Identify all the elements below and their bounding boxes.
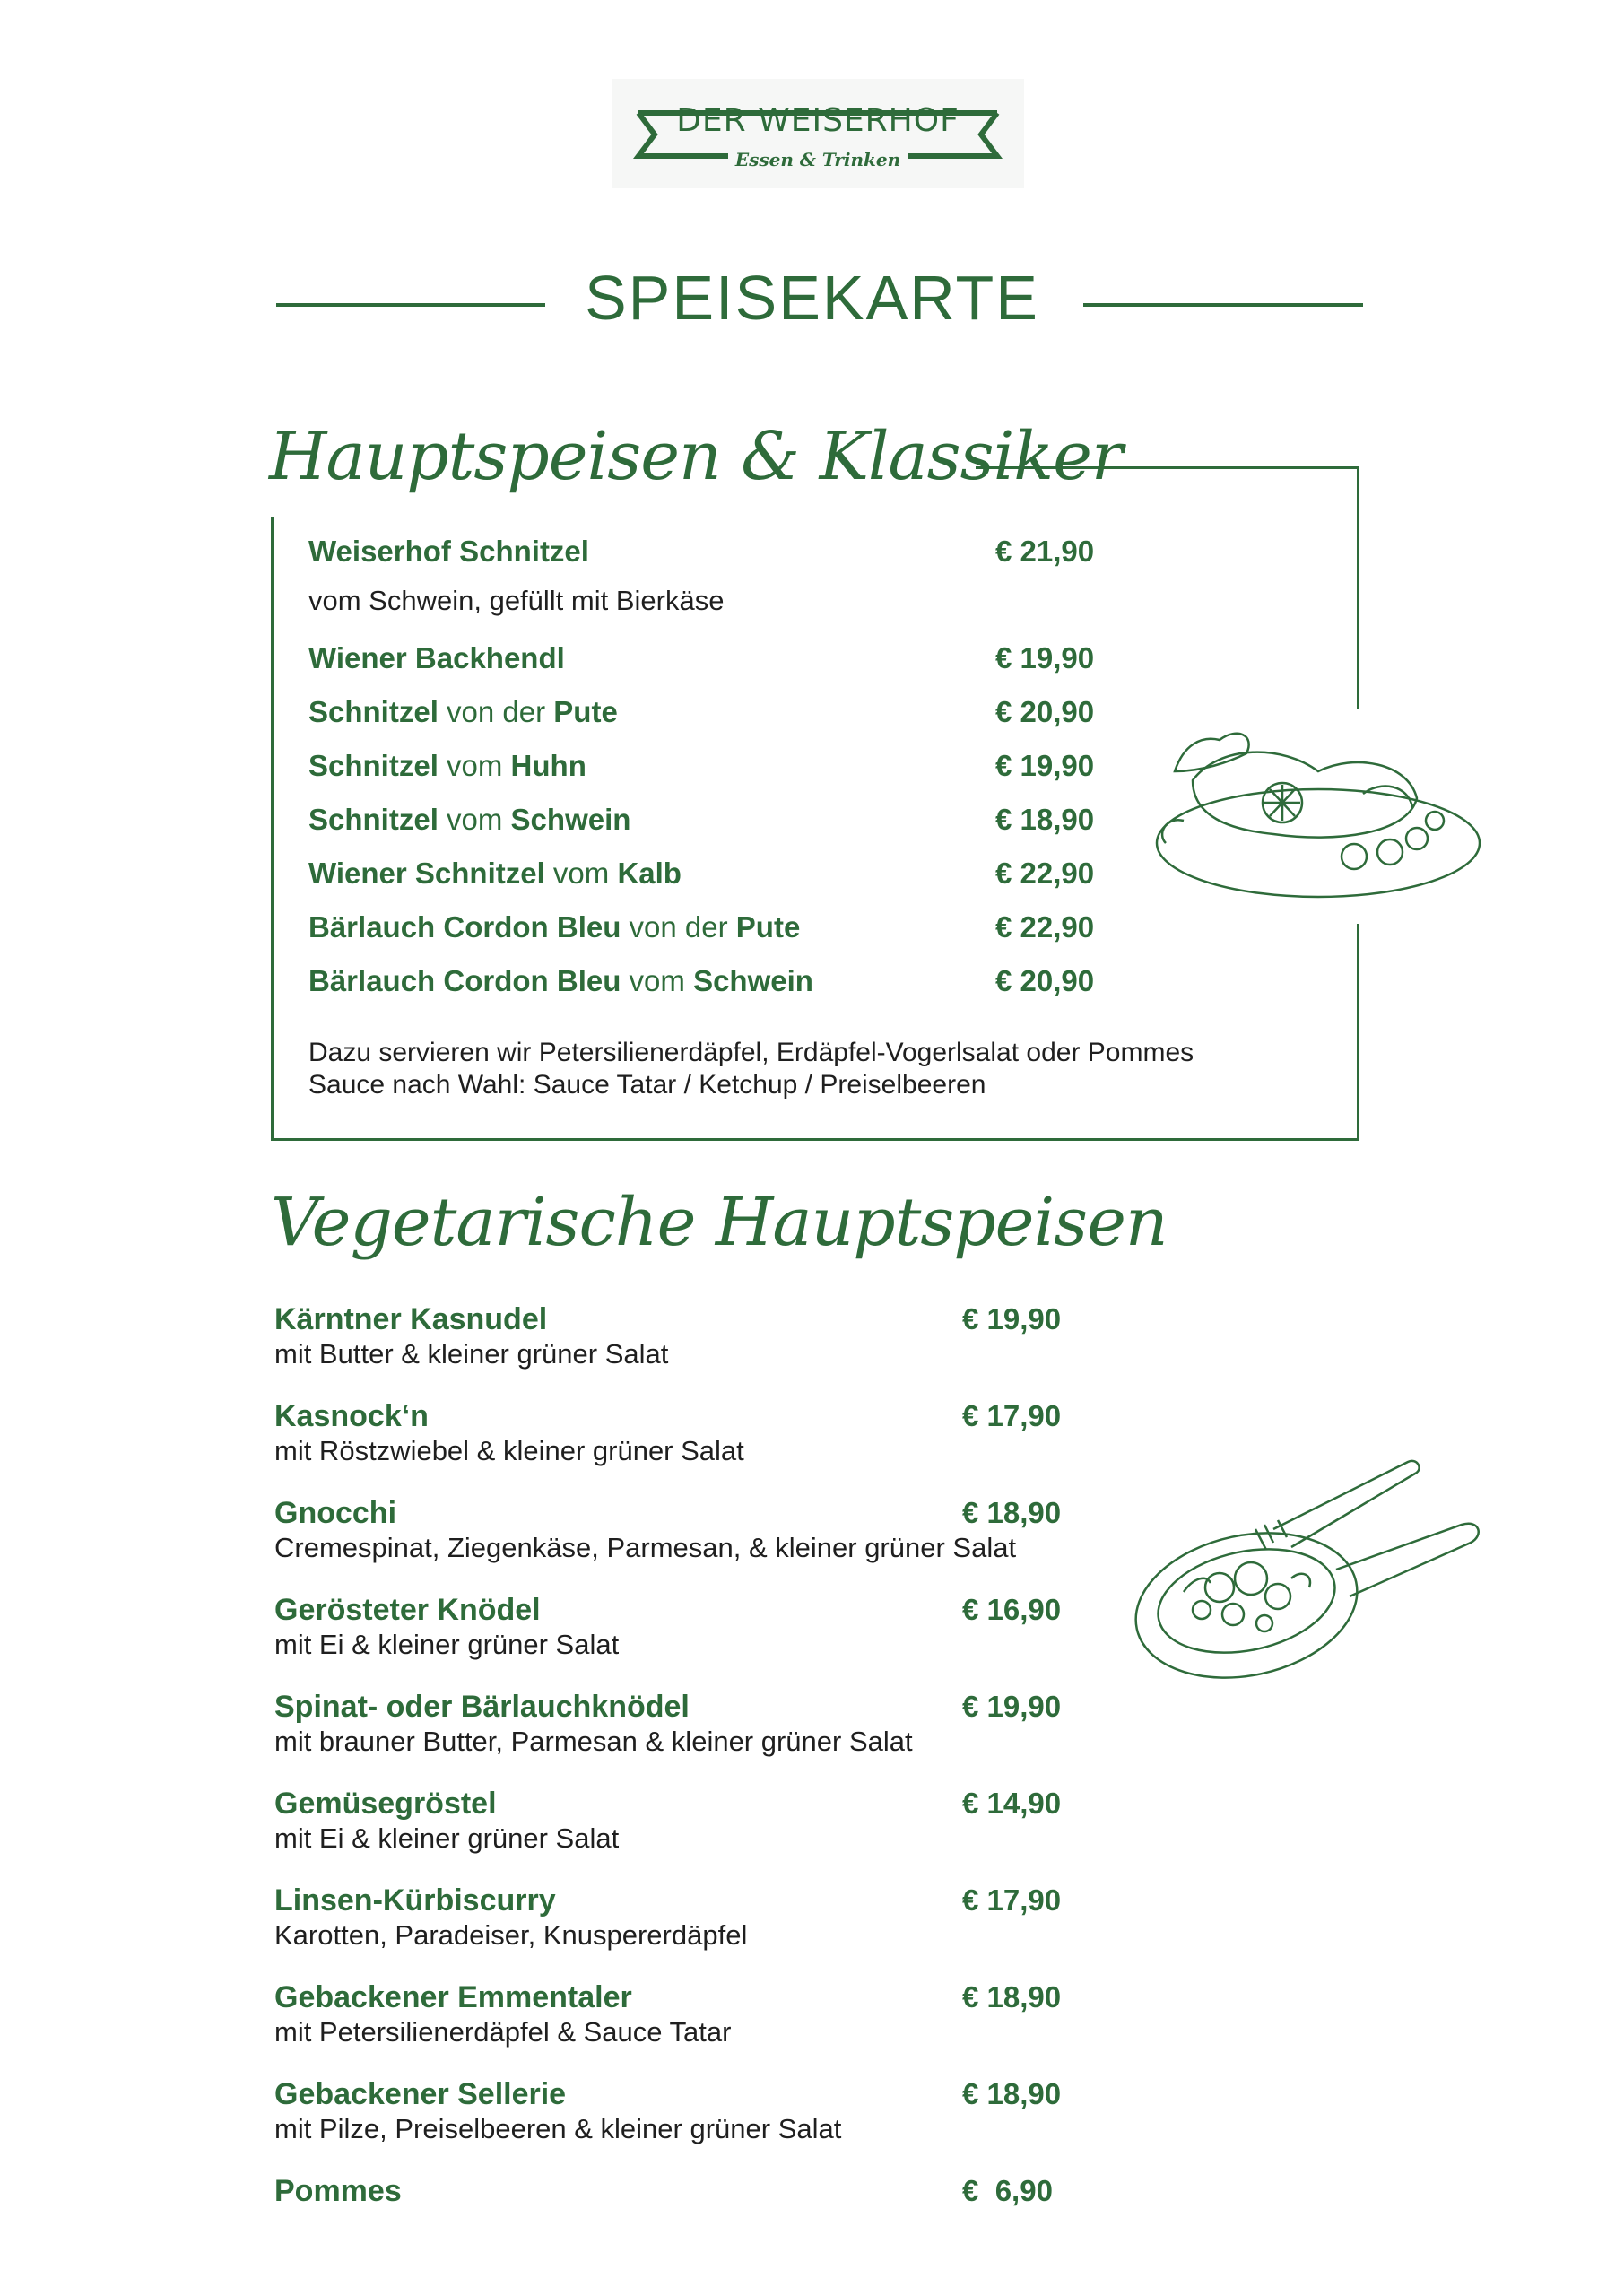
menu-item-name-part: Schwein (693, 964, 813, 997)
veg-item-price: € 14,90 (962, 1787, 1062, 1820)
veg-item-name: Gerösteter Knödel (274, 1593, 541, 1627)
title-rule-left (276, 303, 545, 307)
menu-item-name-part: Pute (735, 910, 801, 944)
veg-item-price: € 18,90 (962, 1496, 1062, 1529)
veg-item-description: mit Ei & kleiner grüner Salat (274, 1629, 620, 1660)
title-rule-right (1083, 303, 1363, 307)
menu-item-name-part: von der (438, 695, 554, 728)
menu-item-name-part: vom (438, 803, 511, 836)
menu-item-price: € 22,90 (995, 910, 1095, 944)
veg-item-description: mit Ei & kleiner grüner Salat (274, 1822, 620, 1854)
veg-item-description: mit Pilze, Preiselbeeren & kleiner grüner Salat (274, 2113, 842, 2144)
menu-item-name (308, 749, 586, 783)
menu-item-price: € 19,90 (995, 641, 1095, 674)
veg-item-price: € 6,90 (962, 2174, 1053, 2207)
sauce-note: Sauce nach Wahl: Sauce Tatar / Ketchup / Preiselbeeren (308, 1070, 986, 1100)
menu-item-name-part: vom (438, 749, 511, 782)
menu-item-name-part: Kalb (617, 857, 682, 890)
veg-item-description: mit Petersilienerdäpfel & Sauce Tatar (274, 2016, 732, 2048)
page-title: SPEISEKARTE (584, 263, 1039, 333)
veg-item-name: Linsen-Kürbiscurry (274, 1883, 556, 1918)
section-heading-vegetarian: Vegetarische Hauptspeisen (271, 1184, 1168, 1261)
veg-item-price: € 19,90 (962, 1690, 1062, 1723)
menu-item-name-part: Bärlauch Cordon Bleu (308, 964, 621, 997)
menu-item-name-part: Schnitzel (308, 803, 439, 836)
menu-item-name-part: Schnitzel (308, 695, 439, 728)
veg-item-name: Kärntner Kasnudel (274, 1302, 548, 1336)
menu-item-name-part: Bärlauch Cordon Bleu (308, 910, 621, 944)
menu-item-name-part: Huhn (510, 749, 586, 782)
menu-item-price: € 22,90 (995, 857, 1095, 890)
menu-item-name (308, 535, 589, 569)
veg-item-name: Spinat- oder Bärlauchknödel (274, 1690, 690, 1724)
veg-item-name: Gebackener Sellerie (274, 2077, 567, 2111)
veg-item-name: Pommes (274, 2174, 402, 2208)
veg-item-description: mit brauner Butter, Parmesan & kleiner grüner Salat (274, 1726, 913, 1757)
menu-item-name-part: Schnitzel (308, 749, 439, 782)
veg-item-price: € 19,90 (962, 1302, 1062, 1335)
item-description: vom Schwein, gefüllt mit Bierkäse (308, 585, 725, 616)
veg-item-price: € 18,90 (962, 1980, 1062, 2013)
menu-item-name-part: vom (544, 857, 618, 890)
logo-title: DER WEISERHOF (676, 102, 960, 139)
menu-item-name (308, 695, 618, 729)
section-heading-main-dishes: Hauptspeisen & Klassiker (269, 418, 1123, 495)
veg-item-description: mit Röstzwiebel & kleiner grüner Salat (274, 1435, 744, 1466)
menu-item-price: € 18,90 (995, 803, 1095, 836)
menu-item-name-part: Weiserhof Schnitzel (308, 535, 589, 568)
veg-item-price: € 17,90 (962, 1883, 1062, 1917)
menu-item-name (308, 964, 813, 998)
veg-item-name: Gebackener Emmentaler (274, 1980, 632, 2014)
menu-item-name-part: Schwein (510, 803, 631, 836)
menu-item-price: € 21,90 (995, 535, 1095, 568)
menu-item-name (308, 857, 682, 891)
veg-item-price: € 16,90 (962, 1593, 1062, 1626)
veg-item-price: € 18,90 (962, 2077, 1062, 2110)
schnitzel-plate-sketch-icon (1139, 709, 1489, 924)
veg-item-description: Cremespinat, Ziegenkäse, Parmesan, & kleiner grüner Salat (274, 1532, 1017, 1563)
logo-subtitle: Essen & Trinken (734, 149, 901, 170)
menu-item-name-part: von der (621, 910, 736, 944)
menu-item-name (308, 641, 565, 675)
veg-item-description: mit Butter & kleiner grüner Salat (274, 1338, 669, 1370)
menu-item-name-part: Pute (553, 695, 618, 728)
menu-item-name-part: Wiener Backhendl (308, 641, 565, 674)
veg-item-description: Karotten, Paradeiser, Knuspererdäpfel (274, 1919, 748, 1951)
menu-item-price: € 20,90 (995, 695, 1095, 728)
menu-item-name-part: vom (621, 964, 694, 997)
menu-item-name-part: Wiener Schnitzel (308, 857, 545, 890)
side-dishes-note: Dazu servieren wir Petersilienerdäpfel, Erdäpfel-Vogerlsalat oder Pommes (308, 1038, 1194, 1067)
restaurant-logo (612, 79, 1024, 188)
menu-item-price: € 20,90 (995, 964, 1095, 997)
veg-item-name: Gnocchi (274, 1496, 397, 1530)
menu-item-name (308, 803, 630, 837)
veg-item-price: € 17,90 (962, 1399, 1062, 1432)
menu-item-name (308, 910, 800, 944)
veg-item-name: Gemüsegröstel (274, 1787, 497, 1821)
menu-item-price: € 19,90 (995, 749, 1095, 782)
pan-with-fork-sketch-icon (1121, 1444, 1498, 1695)
veg-item-name: Kasnock‘n (274, 1399, 429, 1433)
